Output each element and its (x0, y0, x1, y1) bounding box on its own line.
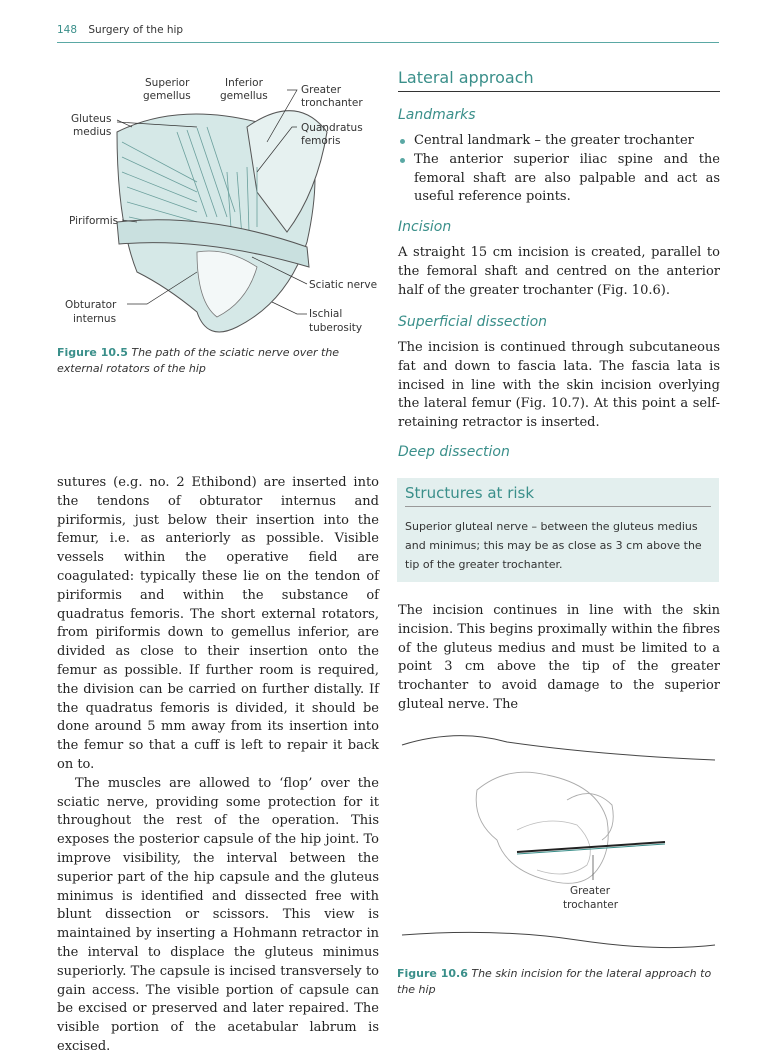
heading-superficial-dissection: Superficial dissection (398, 314, 548, 330)
caption-text: The skin incision for the lateral approach to the hip (397, 967, 712, 996)
caption-label: Figure 10.6 (397, 967, 468, 980)
left-column-body (57, 474, 379, 1057)
paragraph: The muscles are allowed to ‘flop’ over the sciatic nerve, providing some protection for it throughout the rest of the operation. This exposes the posterior capsule of the hip joint. To improve visibility, the interval between the superior part of the hip capsule and the gluteus minimus is identified and dissected free with blunt dissection or scissors. This view is maintained by inserting a Hohmann retractor in the interval to displace the gluteus minimus superiorly. The capsule is incised transversely to gain access. The visible portion of capsule can be excised or preserved and later repaired. The visible portion of the acetabular labrum is excised. (57, 775, 379, 1054)
heading-incision: Incision (398, 219, 452, 235)
paragraph: sutures (e.g. no. 2 Ethibond) are inserted into the tendons of obturator internus and piriformis, just below their insertion into the femur, i.e. as anteriorly as possible. Visible vessels within the operative field are coagulated: typically these lie on the tendon of piriformis and within the substance of quadratus femoris. The short external rotators, from piriformis down to gemellus inferior, are divided as close to their insertion onto the femur as possible. If further room is required, the division can be carried on further distally. If the quadratus femoris is divided, it should be done around 5 mm away from its insertion into the femur so that a cuff is left to repair it back on to. (57, 475, 379, 772)
heading-landmarks: Landmarks (398, 107, 476, 123)
deep-dissection-text (398, 602, 720, 715)
figure-10-5-illustration (57, 72, 377, 342)
label-ischial-tuberosity: Ischial (309, 308, 343, 320)
label-ischial-tuberosity-2: tuberosity (309, 322, 363, 334)
label-quadratus-femoris-2: femoris (301, 135, 341, 147)
label-gluteus-medius-2: medius (73, 126, 112, 138)
label-superior-gemellus: Superior (145, 77, 190, 89)
label-inferior-gemellus-2: gemellus (220, 90, 268, 102)
paragraph: The incision continues in line with the skin incision. This begins proximally within the fibres of the gluteus medius and must be limited to a point 3 cm above the tip of the greater trochanter to avoid damage to the superior gluteal nerve. The (398, 603, 720, 712)
bullet-item: Central landmark – the greater trochanter (398, 132, 720, 151)
figure-10-5-caption (57, 345, 379, 377)
label-obturator-internus: Obturator (65, 299, 117, 311)
label-greater-trochanter-2: tronchanter (301, 97, 363, 109)
structures-at-risk-box (397, 478, 719, 582)
label-gluteus-medius: Gluteus (71, 113, 112, 125)
landmarks-list (398, 132, 720, 207)
paragraph: A straight 15 cm incision is created, parallel to the femoral shaft and centred on the anterior half of the greater trochanter (Fig. 10.6). (398, 245, 720, 298)
page-header (57, 24, 719, 43)
bullet-item: The anterior superior iliac spine and the femoral shaft are also palpable and act as useful reference points. (398, 151, 720, 207)
paragraph: The incision is continued through subcutaneous fat and down to fascia lata. The fascia lata is incised in line with the skin incision overlying the lateral femur (Fig. 10.7). At this point a self-retaining retractor is inserted. (398, 340, 720, 431)
label-piriformis: Piriformis (69, 215, 119, 227)
superficial-text (398, 339, 720, 433)
lateral-incision-drawing (397, 730, 719, 955)
label-quadratus-femoris: Quandratus (301, 122, 363, 134)
figure-10-6-caption (397, 966, 719, 998)
label-sciatic-nerve: Sciatic nerve (309, 279, 377, 291)
label-greater-trochanter-2: trochanter (563, 899, 619, 911)
box-text: Superior gluteal nerve – between the gluteus medius and minimus; this may be as close as 3 cm above the tip of the greater trochanter. (405, 520, 702, 571)
figure-10-6-illustration (397, 730, 719, 955)
caption-label: Figure 10.5 (57, 346, 128, 359)
label-greater-trochanter: Greater (570, 885, 611, 897)
incision-text (398, 244, 720, 300)
sciatic-nerve-anatomy-drawing (57, 72, 377, 342)
box-title: Structures at risk (405, 484, 711, 507)
section-title: Lateral approach (398, 68, 720, 92)
label-inferior-gemellus: Inferior (225, 77, 263, 89)
label-superior-gemellus-2: gemellus (143, 90, 191, 102)
running-title: Surgery of the hip (88, 24, 184, 36)
heading-deep-dissection: Deep dissection (398, 444, 510, 460)
label-greater-trochanter: Greater (301, 84, 342, 96)
label-obturator-internus-2: internus (73, 313, 117, 325)
page-number: 148 (57, 24, 78, 36)
caption-text: The path of the sciatic nerve over the external rotators of the hip (57, 346, 340, 375)
